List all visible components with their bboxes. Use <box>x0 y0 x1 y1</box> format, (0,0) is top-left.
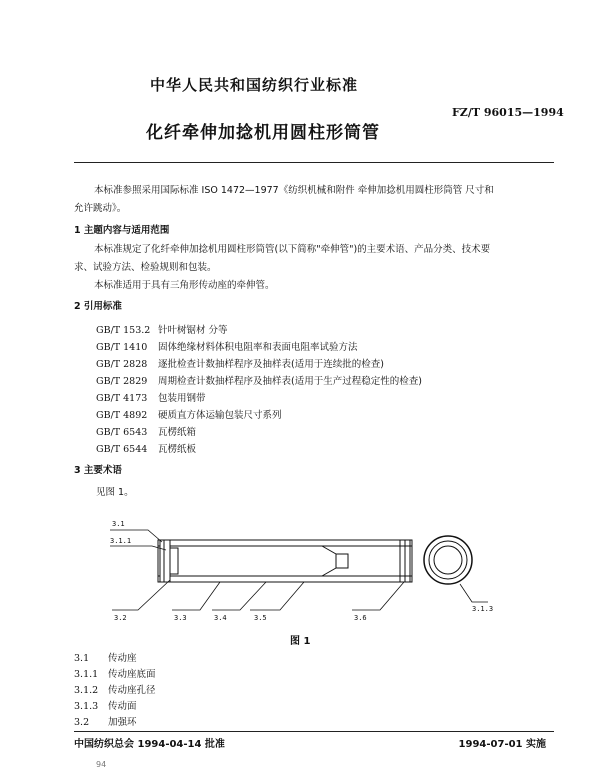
reference-code: GB/T 1410 <box>96 342 148 353</box>
term-label: 传动面 <box>108 701 137 712</box>
reference-code: GB/T 6543 <box>96 427 148 438</box>
term-item <box>74 682 156 696</box>
page-number: 94 <box>96 760 107 769</box>
implementation-date: 1994-07-01 实施 <box>458 739 546 750</box>
term-item <box>74 698 137 712</box>
label-3-1: 3.1 <box>112 520 125 528</box>
label-3-1-1: 3.1.1 <box>110 537 132 545</box>
reference-title: 包装用钢带 <box>158 393 206 404</box>
section-3-heading: 3 主要术语 <box>74 465 122 476</box>
reference-code: GB/T 153.2 <box>96 325 151 336</box>
reference-item <box>96 322 228 336</box>
issuing-organization: 中华人民共和国纺织行业标准 <box>150 76 359 94</box>
label-3-4: 3.4 <box>214 614 227 622</box>
approval-info: 中国纺织总会 1994-04-14 批准 <box>74 739 225 750</box>
reference-title: 瓦楞纸箱 <box>158 427 197 438</box>
term-number: 3.2 <box>74 717 90 728</box>
reference-title: 硬质直方体运输包装尺寸系列 <box>158 410 282 421</box>
reference-item <box>96 390 206 404</box>
reference-item <box>96 356 384 370</box>
intro-line-2: 允许跳动》。 <box>74 203 127 214</box>
term-label: 传动座 <box>108 653 137 664</box>
reference-item <box>96 339 358 353</box>
reference-item <box>96 424 196 438</box>
reference-code: GB/T 4173 <box>96 393 148 404</box>
section-1-heading: 1 主题内容与适用范围 <box>74 225 170 236</box>
reference-code: GB/T 2829 <box>96 376 148 387</box>
term-item <box>74 666 156 680</box>
end-view-ring <box>424 536 472 584</box>
term-item <box>74 650 137 664</box>
term-label: 传动座底面 <box>108 669 156 680</box>
tube-body <box>158 540 412 582</box>
section-1-para-1-line-1: 本标准规定了化纤牵伸加捻机用圆柱形筒管(以下简称"牵伸管")的主要术语、产品分类、技术要 <box>94 244 491 255</box>
see-figure-note: 见图 1。 <box>96 487 134 498</box>
term-item <box>74 714 137 728</box>
document-title: 化纤牵伸加捻机用圆柱形筒管 <box>146 123 380 143</box>
label-3-1-3: 3.1.3 <box>472 605 494 613</box>
label-3-6: 3.6 <box>354 614 367 622</box>
standard-code: FZ/T 96015—1994 <box>452 106 564 119</box>
term-number: 3.1.3 <box>74 701 99 712</box>
figure-caption: 图 1 <box>290 636 311 647</box>
term-label: 加强环 <box>108 717 137 728</box>
term-number: 3.1.1 <box>74 669 99 680</box>
term-number: 3.1.2 <box>74 685 99 696</box>
section-2-heading: 2 引用标准 <box>74 301 122 312</box>
reference-title: 针叶树锯材 分等 <box>158 325 228 336</box>
section-1-para-2: 本标准适用于具有三角形传动座的牵伸管。 <box>94 280 275 291</box>
reference-title: 逐批检查计数抽样程序及抽样表(适用于连续批的检查) <box>158 359 384 370</box>
section-1-para-1-line-2: 求、试验方法、检验规则和包装。 <box>74 262 217 273</box>
reference-title: 固体绝缘材料体积电阻率和表面电阻率试验方法 <box>158 342 358 353</box>
label-3-2: 3.2 <box>114 614 127 622</box>
reference-code: GB/T 2828 <box>96 359 148 370</box>
reference-item <box>96 441 196 455</box>
footer-rule <box>74 731 554 732</box>
label-3-3: 3.3 <box>174 614 187 622</box>
figure-1-drawing <box>100 510 520 628</box>
intro-line-1: 本标准参照采用国际标准 ISO 1472—1977《纺织机械和附件 牵伸加捻机用圆柱形筒管 尺寸和 <box>94 185 494 196</box>
reference-item <box>96 373 422 387</box>
label-3-5: 3.5 <box>254 614 267 622</box>
reference-title: 周期检查计数抽样程序及抽样表(适用于生产过程稳定性的检查) <box>158 376 422 387</box>
reference-title: 瓦楞纸板 <box>158 444 197 455</box>
reference-item <box>96 407 282 421</box>
reference-code: GB/T 6544 <box>96 444 148 455</box>
term-label: 传动座孔径 <box>108 685 156 696</box>
reference-code: GB/T 4892 <box>96 410 148 421</box>
header-rule <box>74 162 554 163</box>
term-number: 3.1 <box>74 653 90 664</box>
